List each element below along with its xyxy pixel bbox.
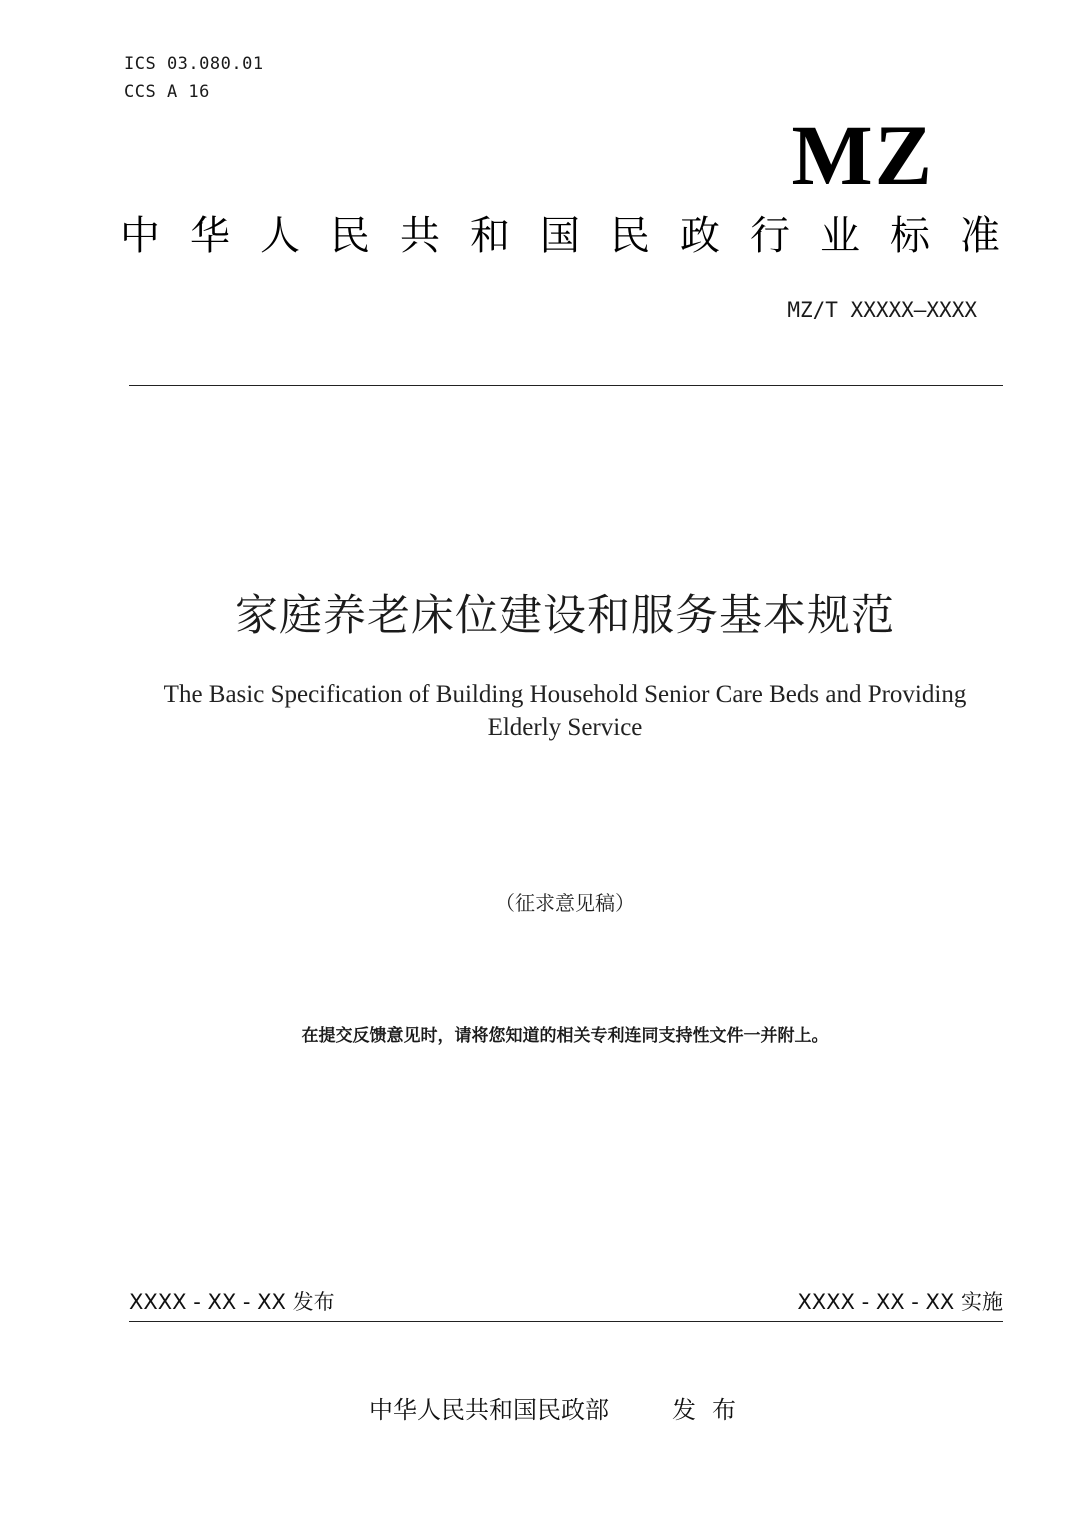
issue-date: XXXX - XX - XX 发布 xyxy=(129,1290,335,1314)
publish-label: 发布 xyxy=(672,1396,752,1424)
standard-title-char: 行 xyxy=(750,213,790,259)
standard-title-char: 准 xyxy=(960,213,1000,259)
standard-title-char: 国 xyxy=(540,213,580,259)
implementation-date: XXXX - XX - XX 实施 xyxy=(797,1290,1003,1314)
patent-notice: 在提交反馈意见时，请将您知道的相关专利连同支持性文件一并附上。 xyxy=(301,1026,829,1046)
standard-title-char: 华 xyxy=(190,213,230,259)
footer-divider xyxy=(129,1321,1003,1322)
standard-title-char: 人 xyxy=(260,213,300,259)
standard-title-char: 中 xyxy=(120,213,160,259)
ccs-code: CCS A 16 xyxy=(124,82,210,102)
publisher-name: 中华人民共和国民政部 xyxy=(369,1396,609,1424)
standard-title-char: 民 xyxy=(610,213,650,259)
standard-title-char: 共 xyxy=(400,213,440,259)
document-title-en-line2: Elderly Service xyxy=(487,714,643,741)
standard-number: MZ/T XXXXX—XXXX xyxy=(787,298,977,322)
standard-title-char: 和 xyxy=(470,213,510,259)
draft-status-label: （征求意见稿） xyxy=(495,891,635,915)
standard-title-char: 标 xyxy=(890,213,930,259)
standard-category-title xyxy=(120,206,1000,266)
document-title-zh: 家庭养老床位建设和服务基本规范 xyxy=(235,591,895,641)
document-title-en-line1: The Basic Specification of Building Household Senior Care Beds and Providing xyxy=(163,681,967,708)
ics-code: ICS 03.080.01 xyxy=(124,54,264,74)
header-divider xyxy=(129,385,1003,386)
standard-title-char: 民 xyxy=(330,213,370,259)
standard-title-char: 政 xyxy=(680,213,720,259)
document-title-en xyxy=(120,678,1010,744)
standard-title-char: 业 xyxy=(820,213,860,259)
mz-logo: MZ xyxy=(791,107,934,203)
